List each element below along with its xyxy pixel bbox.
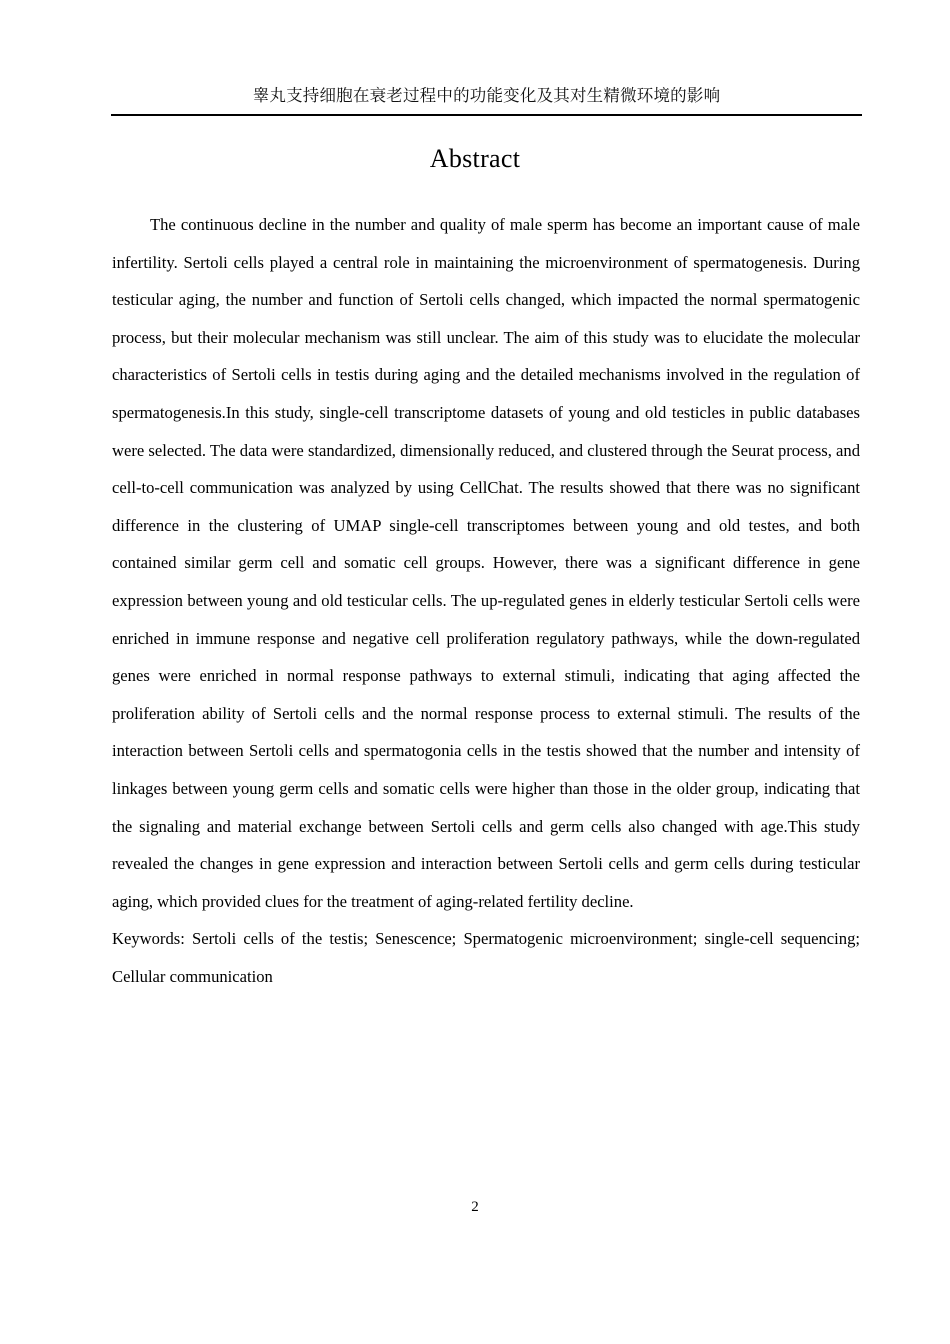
page-number: 2: [471, 1199, 479, 1215]
abstract-paragraph: The continuous decline in the number and quality of male sperm has become an important cause of male infertility. Sertoli cells played a central role in maintaining the microenvironment of spermatogenesis. During testicular aging, the number and function of Sertoli cells changed, which impacted the normal spermatogenic process, but their molecular mechanism was still unclear. The aim of this study was to elucidate the molecular characteristics of Sertoli cells in testis during aging and the detailed mechanisms involved in the regulation of spermatogenesis.In this study, single-cell transcriptome datasets of young and old testicles in public databases were selected. The data were standardized, dimensionally reduced, and clustered through the Seurat process, and cell-to-cell communication was analyzed by using CellChat. The results showed that there was no significant difference in the clustering of UMAP single-cell transcriptomes between young and old testes, and both contained similar germ cell and somatic cell groups. However, there was a significant difference in gene expression between young and old testicular cells. The up-regulated genes in elderly testicular Sertoli cells were enriched in immune response and negative cell proliferation regulatory pathways, while the down-regulated genes were enriched in normal response pathways to external stimuli, indicating that aging affected the proliferation ability of Sertoli cells and the normal response process to external stimuli. The results of the interaction between Sertoli cells and spermatogonia cells in the testis showed that the number and intensity of linkages between young germ cells and somatic cells were higher than those in the older group, indicating that the signaling and material exchange between Sertoli cells and germ cells also changed with age.This study revealed the changes in gene expression and interaction between Sertoli cells and germ cells during testicular aging, which provided clues for the treatment of aging-related fertility decline.: [112, 215, 860, 911]
abstract-body: [112, 206, 860, 995]
running-header: [111, 86, 862, 106]
page-title: Abstract: [429, 144, 521, 173]
running-header-text: 睾丸支持细胞在衰老过程中的功能变化及其对生精微环境的影响: [252, 86, 721, 105]
header-rule-divider: [111, 114, 862, 116]
keywords-line: Keywords: Sertoli cells of the testis; Senescence; Spermatogenic microenvironment; single-cell sequencing; Cellular communication: [112, 929, 860, 986]
